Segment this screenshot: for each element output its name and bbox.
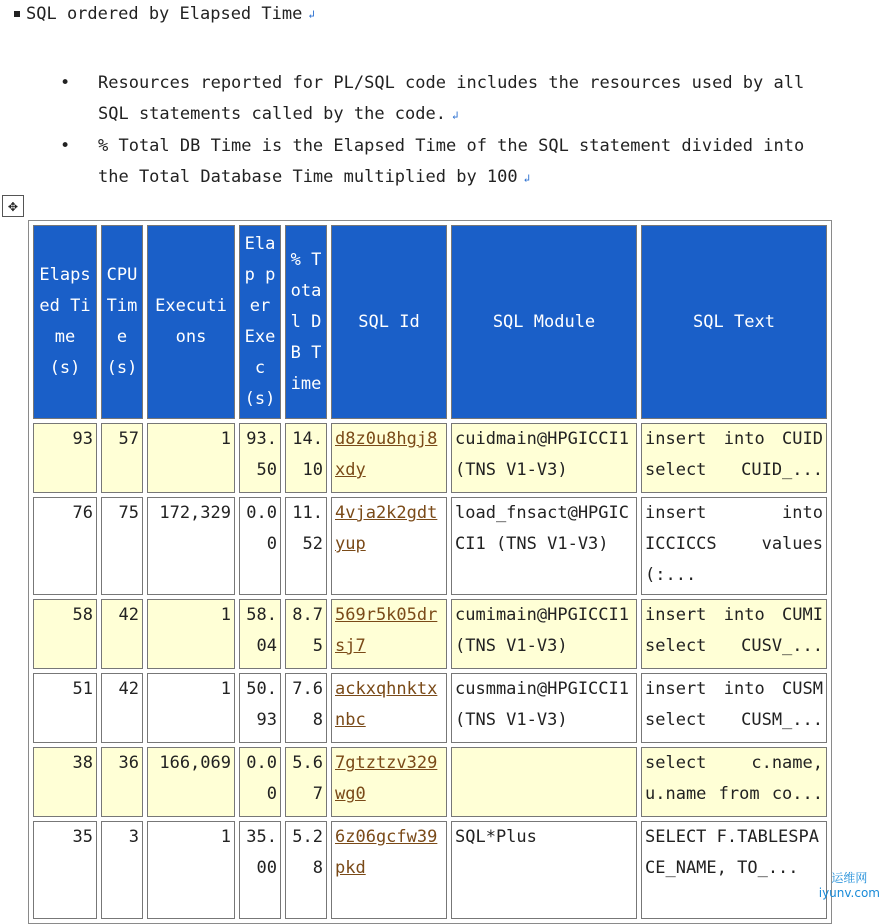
paragraph-mark-icon: ↲ xyxy=(452,109,459,122)
table-move-handle-icon[interactable]: ✥ xyxy=(2,195,24,217)
cell-elap-per-exec: 35.00 xyxy=(239,821,281,919)
cell-cpu: 75 xyxy=(101,497,143,595)
cell-executions: 1 xyxy=(147,673,235,743)
sql-id-link[interactable]: d8z0u8hgj8xdy xyxy=(335,429,438,480)
table-row xyxy=(33,821,827,919)
watermark xyxy=(819,869,880,900)
cell-elapsed: 35 xyxy=(33,821,97,919)
cell-sql-id xyxy=(331,673,447,743)
cell-sql-module: SQL*Plus xyxy=(451,821,637,919)
cell-sql-text: insert into CUMI select CUSV_... xyxy=(641,599,827,669)
cell-sql-text: SELECT F.TABLESPACE_NAME, TO_... xyxy=(641,821,827,919)
cell-pct-db-time: 5.67 xyxy=(285,747,327,817)
notes-list xyxy=(60,68,830,194)
cell-sql-module: cusmmain@HPGICCI1 (TNS V1-V3) xyxy=(451,673,637,743)
section-heading xyxy=(14,4,315,24)
cell-executions: 1 xyxy=(147,599,235,669)
sql-id-link[interactable]: 7gtztzv329wg0 xyxy=(335,753,438,804)
cell-executions: 166,069 xyxy=(147,747,235,817)
paragraph-mark-icon: ↲ xyxy=(308,7,315,21)
bullet-icon: • xyxy=(60,136,71,156)
cell-pct-db-time: 11.52 xyxy=(285,497,327,595)
cell-sql-module: cuidmain@HPGICCI1 (TNS V1-V3) xyxy=(451,423,637,493)
cell-cpu: 3 xyxy=(101,821,143,919)
table-row xyxy=(33,747,827,817)
cell-executions: 1 xyxy=(147,821,235,919)
cell-sql-id xyxy=(331,747,447,817)
cell-elapsed: 93 xyxy=(33,423,97,493)
cell-pct-db-time: 5.28 xyxy=(285,821,327,919)
cell-elap-per-exec: 50.93 xyxy=(239,673,281,743)
note-text: % Total DB Time is the Elapsed Time of the SQL statement divided into the Total Database Time multiplied by 100 xyxy=(98,136,805,187)
cell-sql-text: insert into ICCICCS values (:... xyxy=(641,497,827,595)
col-header-pct-db-time: % Total DB Time xyxy=(285,225,327,419)
note-item xyxy=(60,68,830,131)
section-title: SQL ordered by Elapsed Time xyxy=(26,4,303,24)
cell-pct-db-time: 7.68 xyxy=(285,673,327,743)
sql-id-link[interactable]: ackxqhnktxnbc xyxy=(335,679,438,730)
cell-elap-per-exec: 58.04 xyxy=(239,599,281,669)
cell-cpu: 42 xyxy=(101,673,143,743)
cell-pct-db-time: 8.75 xyxy=(285,599,327,669)
cell-sql-module: load_fnsact@HPGICCI1 (TNS V1-V3) xyxy=(451,497,637,595)
cell-sql-text: insert into CUSM select CUSM_... xyxy=(641,673,827,743)
cell-cpu: 36 xyxy=(101,747,143,817)
table-row xyxy=(33,599,827,669)
sql-id-link[interactable]: 4vja2k2gdtyup xyxy=(335,503,438,554)
cell-cpu: 42 xyxy=(101,599,143,669)
cell-sql-module xyxy=(451,747,637,817)
col-header-elapsed: Elapsed Time (s) xyxy=(33,225,97,419)
table-row xyxy=(33,673,827,743)
cell-elap-per-exec: 0.00 xyxy=(239,747,281,817)
cell-sql-text: insert into CUID select CUID_... xyxy=(641,423,827,493)
cell-sql-id xyxy=(331,599,447,669)
sql-id-link[interactable]: 569r5k05drsj7 xyxy=(335,605,438,656)
paragraph-mark-icon: ↲ xyxy=(523,172,531,185)
sql-elapsed-table xyxy=(28,220,832,924)
note-text: Resources reported for PL/SQL code includes the resources used by all SQL statements called by the code. xyxy=(98,73,805,124)
cell-sql-id xyxy=(331,423,447,493)
cell-elapsed: 76 xyxy=(33,497,97,595)
note-item xyxy=(60,131,830,194)
cell-sql-id xyxy=(331,821,447,919)
square-bullet-icon xyxy=(14,11,20,17)
cell-elapsed: 38 xyxy=(33,747,97,817)
col-header-executions: Executions xyxy=(147,225,235,419)
cell-sql-text: select c.name, u.name from co... xyxy=(641,747,827,817)
cell-elap-per-exec: 0.00 xyxy=(239,497,281,595)
cell-sql-module: cumimain@HPGICCI1 (TNS V1-V3) xyxy=(451,599,637,669)
header-row xyxy=(33,225,827,419)
sql-id-link[interactable]: 6z06gcfw39pkd xyxy=(335,827,438,878)
cell-pct-db-time: 14.10 xyxy=(285,423,327,493)
col-header-cpu: CPU Time (s) xyxy=(101,225,143,419)
cell-elapsed: 58 xyxy=(33,599,97,669)
bullet-icon: • xyxy=(60,73,71,93)
cell-cpu: 57 xyxy=(101,423,143,493)
table-row xyxy=(33,423,827,493)
table-row xyxy=(33,497,827,595)
cell-executions: 1 xyxy=(147,423,235,493)
cell-executions: 172,329 xyxy=(147,497,235,595)
cell-elapsed: 51 xyxy=(33,673,97,743)
col-header-sql-module: SQL Module xyxy=(451,225,637,419)
col-header-sql-text: SQL Text xyxy=(641,225,827,419)
cell-sql-id xyxy=(331,497,447,595)
col-header-elap-per-exec: Elap per Exec (s) xyxy=(239,225,281,419)
cell-elap-per-exec: 93.50 xyxy=(239,423,281,493)
watermark-cn: 运维网 xyxy=(831,871,868,885)
col-header-sql-id: SQL Id xyxy=(331,225,447,419)
watermark-site: iyunv.com xyxy=(818,886,880,900)
